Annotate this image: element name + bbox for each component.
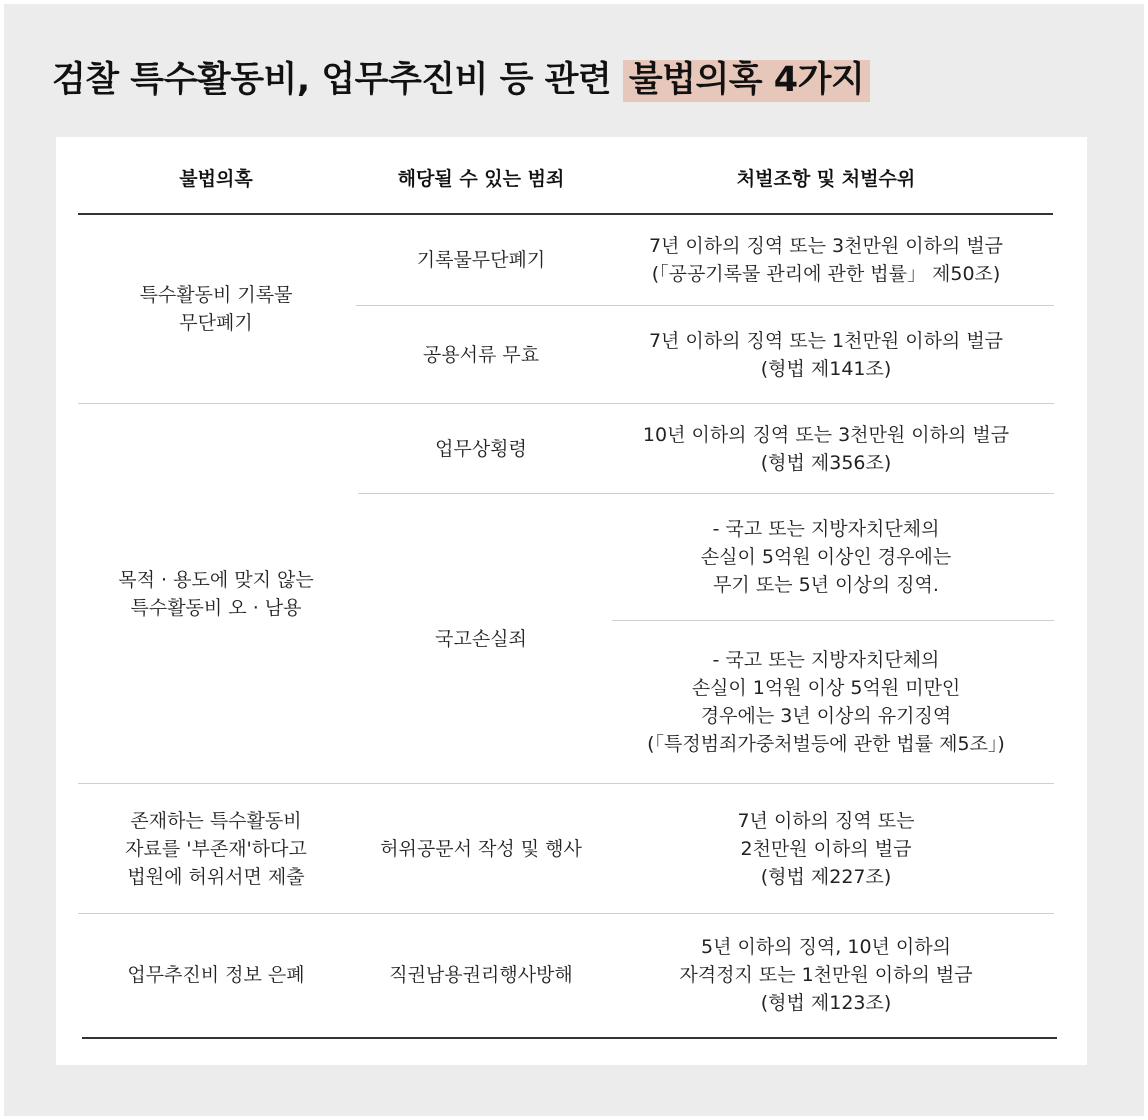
allegation-cell: 존재하는 특수활동비 자료를 '부존재'하다고 법원에 허위서면 제출: [125, 810, 307, 888]
title-main: 검찰 특수활동비, 업무추진비 등 관련: [52, 60, 623, 100]
table-bottom-rule: [82, 1037, 1057, 1039]
crime-cell: 기록물무단폐기: [416, 249, 546, 271]
crime-cell: 업무상횡령: [435, 438, 527, 460]
header-allegation: 불법의혹: [179, 168, 253, 190]
penalty-table: [56, 137, 1087, 1065]
allegation-cell: 특수활동비 기록물 무단폐기: [139, 284, 293, 334]
penalty-cell: 7년 이하의 징역 또는 3천만원 이하의 벌금 (「공공기록물 관리에 관한 법률」 제50조): [648, 235, 1004, 285]
title-highlight: 불법의혹 4가지: [623, 60, 870, 102]
header-penalty: 처벌조항 및 처벌수위: [736, 168, 916, 190]
crime-cell: 공용서류 무효: [422, 344, 540, 366]
penalty-cell: 10년 이하의 징역 또는 3천만원 이하의 벌금 (형법 제356조): [642, 424, 1010, 474]
penalty-cell: - 국고 또는 지방자치단체의 손실이 5억원 이상인 경우에는 무기 또는 5년 이상의 징역.: [700, 518, 952, 596]
allegation-cell: 목적 · 용도에 맞지 않는 특수활동비 오 · 남용: [118, 569, 314, 619]
crime-cell: 직권남용권리행사방해: [389, 964, 573, 986]
penalty-cell: 5년 이하의 징역, 10년 이하의 자격정지 또는 1천만원 이하의 벌금 (형법 제123조): [679, 936, 973, 1014]
header-crime: 해당될 수 있는 범죄: [397, 168, 565, 190]
penalty-cell: - 국고 또는 지방자치단체의 손실이 1억원 이상 5억원 미만인 경우에는 3년 이상의 유기징역 (「특정범죄가중처벌등에 관한 법률 제5조」): [647, 649, 1005, 755]
allegation-cell: 업무추진비 정보 은폐: [127, 964, 305, 986]
page-title: [52, 52, 870, 102]
crime-cell: 허위공문서 작성 및 행사: [380, 838, 582, 860]
penalty-cell: 7년 이하의 징역 또는 2천만원 이하의 벌금 (형법 제227조): [737, 810, 915, 888]
crime-cell: 국고손실죄: [435, 628, 527, 650]
penalty-cell: 7년 이하의 징역 또는 1천만원 이하의 벌금 (형법 제141조): [648, 330, 1004, 380]
